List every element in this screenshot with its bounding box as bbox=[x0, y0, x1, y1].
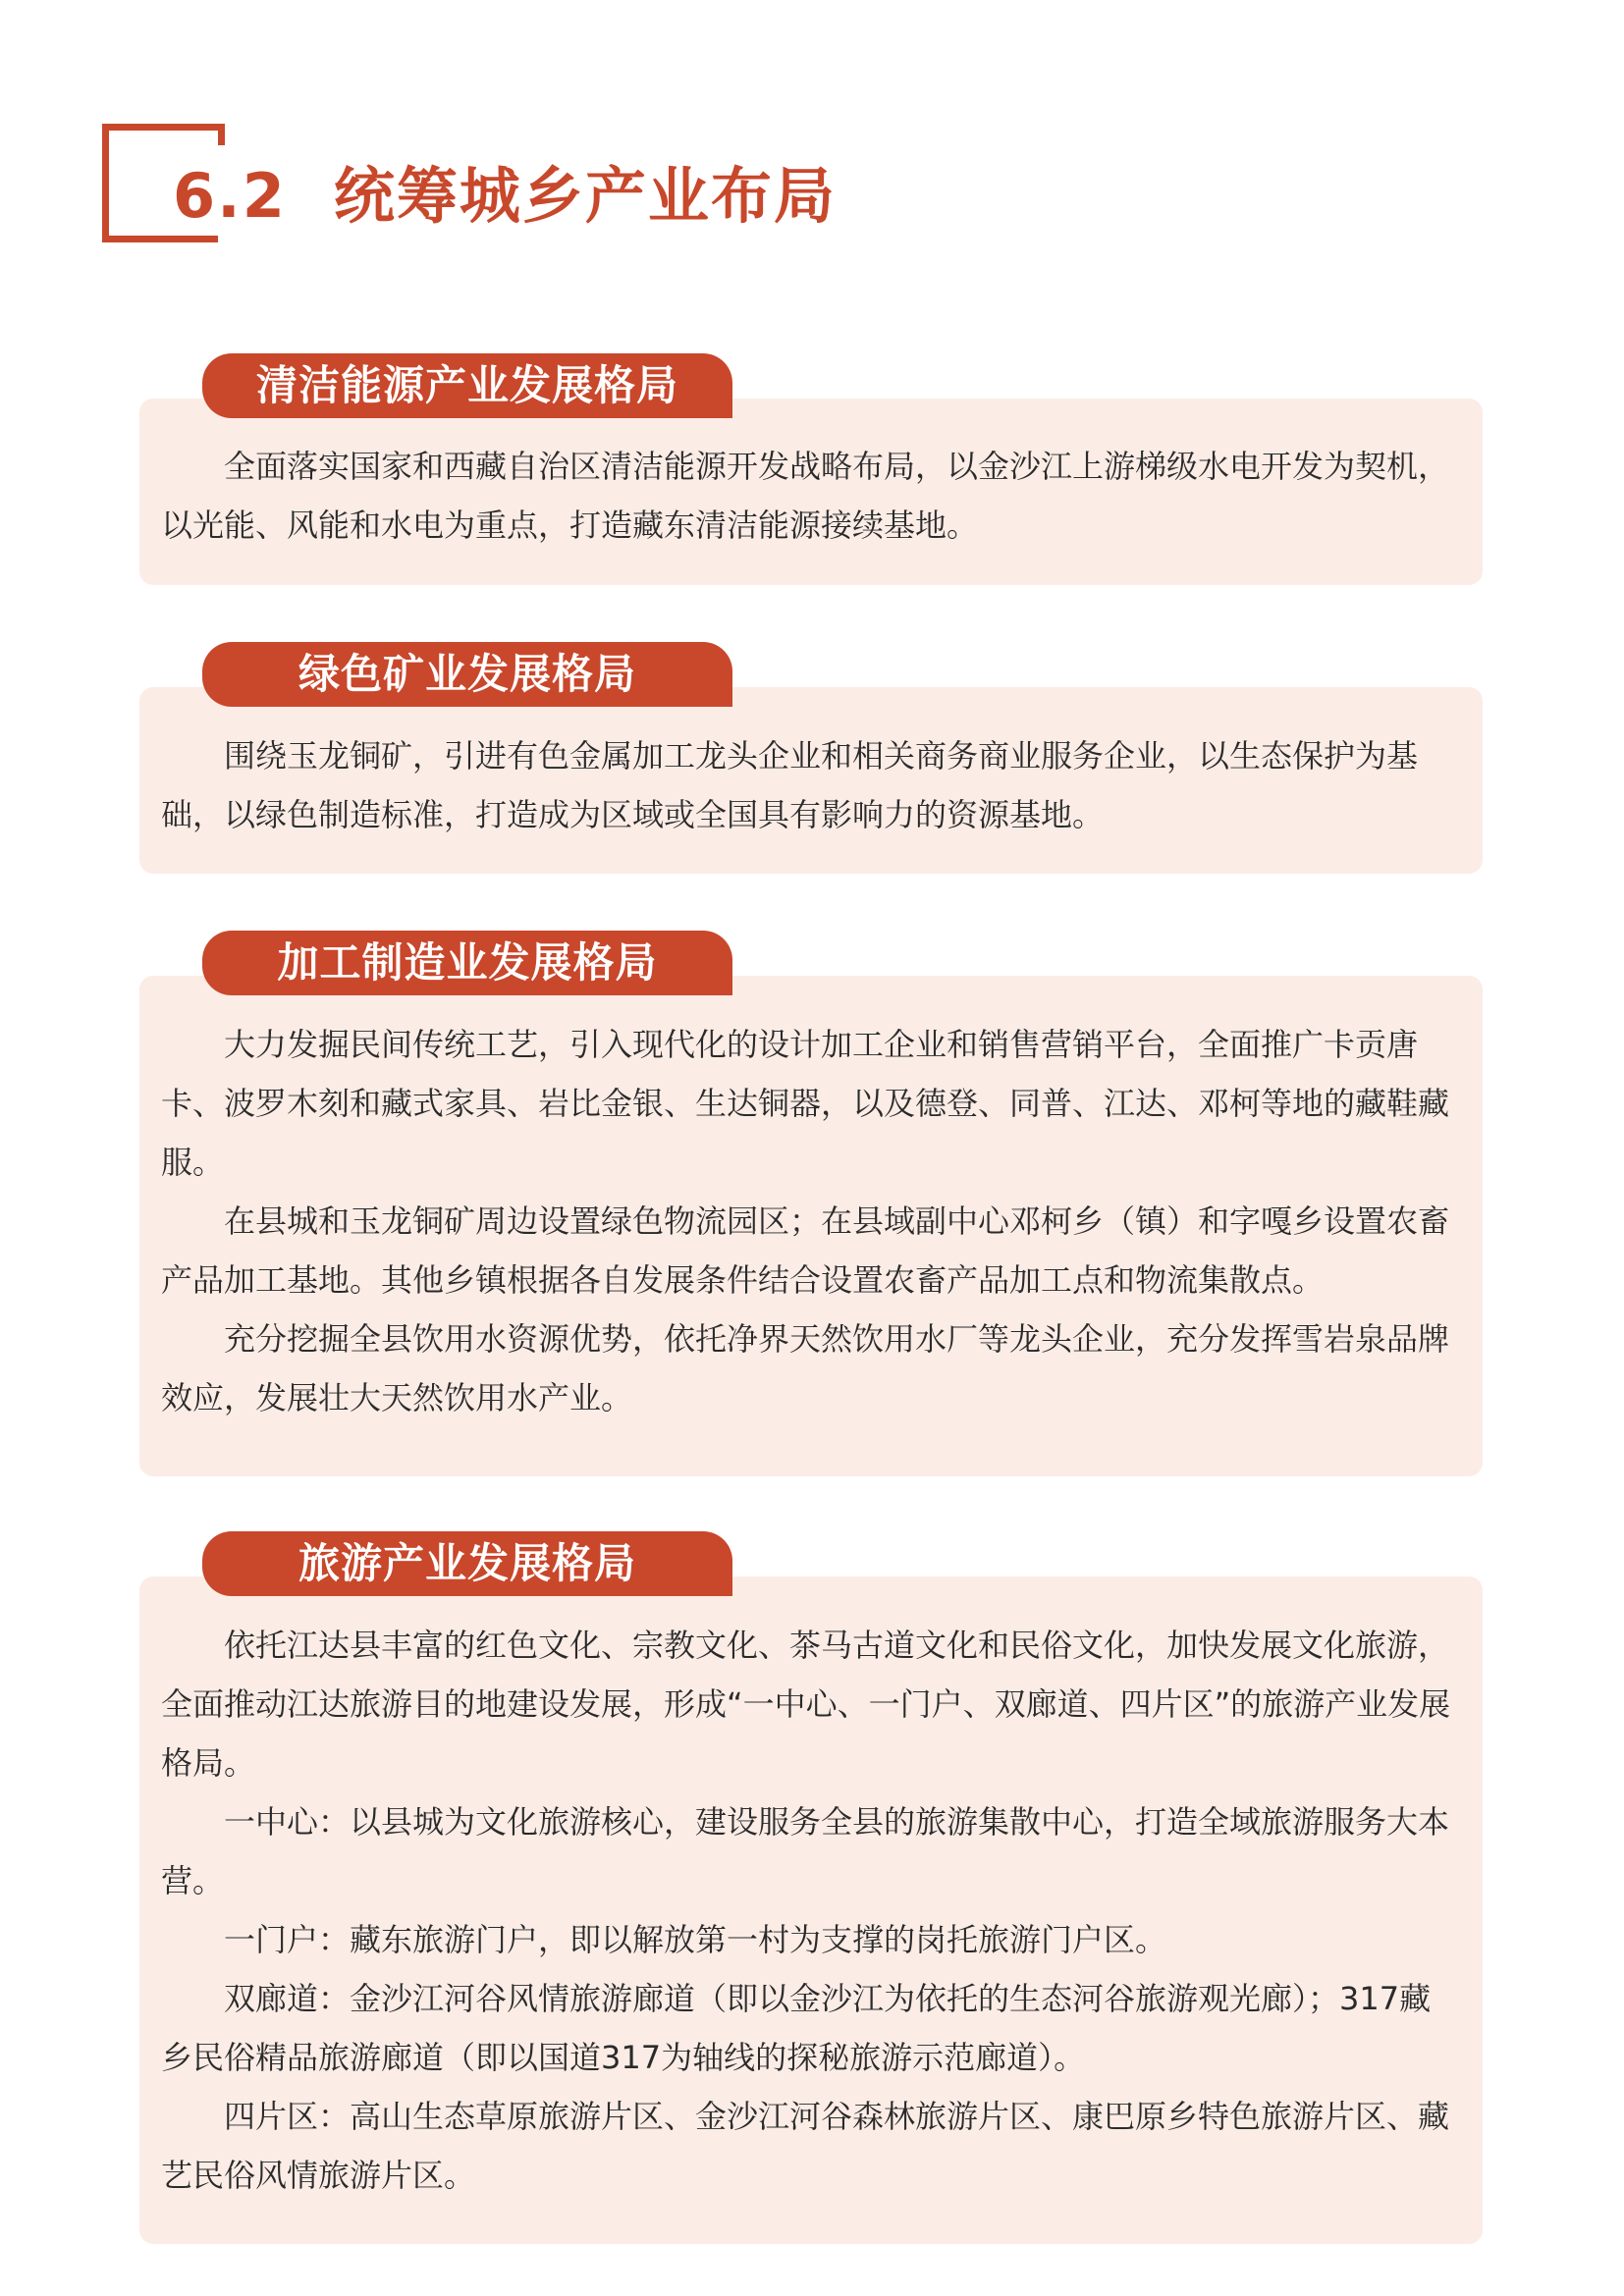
paragraph: 一中心：以县城为文化旅游核心，建设服务全县的旅游集散中心，打造全域旅游服务大本营。 bbox=[161, 1803, 1450, 1899]
section-number: 6.2 bbox=[173, 160, 287, 232]
section-body bbox=[161, 1616, 1461, 2205]
section-heading-tab: 绿色矿业发展格局 bbox=[202, 642, 732, 707]
section-title: 统筹城乡产业布局 bbox=[333, 160, 837, 232]
section-clean-energy bbox=[139, 353, 1483, 585]
paragraph: 大力发掘民间传统工艺，引入现代化的设计加工企业和销售营销平台，全面推广卡贡唐卡、波罗木刻和藏式家具、岩比金银、生达铜器，以及德登、同普、江达、邓柯等地的藏鞋藏服。 bbox=[161, 1026, 1450, 1181]
paragraph: 依托江达县丰富的红色文化、宗教文化、茶马古道文化和民俗文化，加快发展文化旅游，全面推动江达旅游目的地建设发展，形成“一中心、一门户、双廊道、四片区”的旅游产业发展格局。 bbox=[161, 1627, 1451, 1782]
section-heading-tab: 清洁能源产业发展格局 bbox=[202, 353, 732, 418]
section-tourism bbox=[139, 1531, 1483, 2244]
page-title bbox=[173, 147, 837, 235]
section-body bbox=[161, 437, 1461, 555]
paragraph: 四片区：高山生态草原旅游片区、金沙江河谷森林旅游片区、康巴原乡特色旅游片区、藏艺民俗风情旅游片区。 bbox=[161, 2098, 1450, 2194]
paragraph: 双廊道：金沙江河谷风情旅游廊道（即以金沙江为依托的生态河谷旅游观光廊）；317藏乡民俗精品旅游廊道（即以国道317为轴线的探秘旅游示范廊道）。 bbox=[161, 1980, 1432, 2076]
section-heading-tab: 旅游产业发展格局 bbox=[202, 1531, 732, 1596]
section-manufacturing bbox=[139, 931, 1483, 1476]
section-green-mining bbox=[139, 642, 1483, 874]
section-heading-tab: 加工制造业发展格局 bbox=[202, 931, 732, 995]
paragraph: 充分挖掘全县饮用水资源优势，依托净界天然饮用水厂等龙头企业，充分发挥雪岩泉品牌效应，发展壮大天然饮用水产业。 bbox=[161, 1320, 1450, 1416]
paragraph: 在县城和玉龙铜矿周边设置绿色物流园区；在县域副中心邓柯乡（镇）和字嘎乡设置农畜产品加工基地。其他乡镇根据各自发展条件结合设置农畜产品加工点和物流集散点。 bbox=[161, 1202, 1450, 1299]
paragraph: 围绕玉龙铜矿，引进有色金属加工龙头企业和相关商务商业服务企业，以生态保护为基础，以绿色制造标准，打造成为区域或全国具有影响力的资源基地。 bbox=[161, 737, 1419, 833]
paragraph: 全面落实国家和西藏自治区清洁能源开发战略布局，以金沙江上游梯级水电开发为契机，以光能、风能和水电为重点，打造藏东清洁能源接续基地。 bbox=[161, 448, 1450, 544]
paragraph: 一门户：藏东旅游门户，即以解放第一村为支撑的岗托旅游门户区。 bbox=[224, 1921, 1167, 1958]
section-body bbox=[161, 1015, 1461, 1427]
section-body bbox=[161, 726, 1461, 844]
